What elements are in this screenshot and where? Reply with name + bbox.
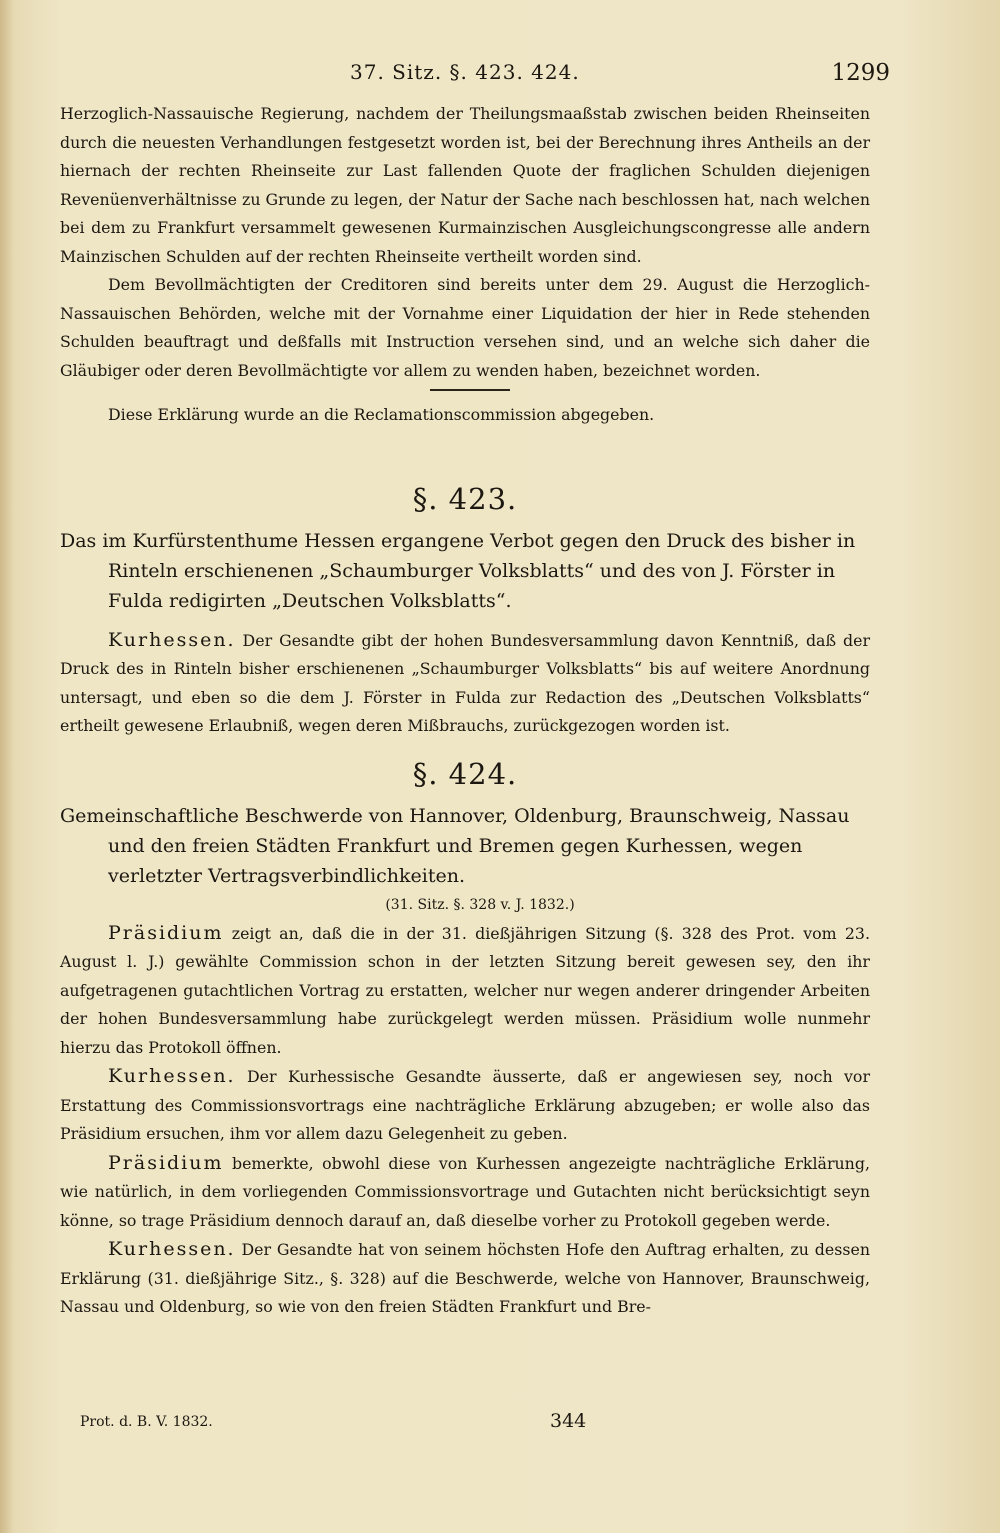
paragraph-continuation: Herzoglich-Nassauische Regierung, nachdem der Theilungsmaaßstab zwischen beiden Rheinseiten durch die neuesten Verhandlungen festgesetzt worden ist, bei der Berechnung ihres Antheils an der hiernach der rechten Rheinseite zur Last fallenden Quote der fraglichen Schulden diejenigen Revenüenverhältnisse zu Grunde zu legen, der Natur der Sache nach beschlossen hat, nach welchen bei dem zu Frankfurt versammelt gewesenen Kurmainzischen Ausgleichungscongresse alle andern Mainzischen Schulden auf der rechten Rheinseite vertheilt worden sind. (60, 104, 870, 266)
page-content (60, 100, 870, 1322)
sheet-number: 344 (550, 1410, 587, 1432)
footer-signature: Prot. d. B. V. 1832. (80, 1414, 213, 1430)
paragraph-424-kurhessen-2 (60, 1235, 870, 1322)
speaker-label: Präsidium (108, 921, 224, 944)
paragraph-text: Der Kurhessische Gesandte äusserte, daß er angewiesen sey, noch vor Erstattung des Commissionsvortrags eine nachträgliche Erklärung abzugeben; er wolle also das Präsidium ersuchen, ihm vor allem dazu Gelegenheit zu geben. (60, 1067, 870, 1143)
page-footer (80, 1410, 880, 1440)
section-title-423: Das im Kurfürstenthume Hessen ergangene Verbot gegen den Druck des bisher in Rinteln erschienenen „Schaumburger Volksblatts“ und des von J. Förster in Fulda redigirten „Deutschen Volksblatts“. (60, 529, 856, 612)
page-header (60, 60, 890, 94)
paragraph-424-praesidium-1 (60, 919, 870, 1063)
paragraph-423-kurhessen (60, 626, 870, 741)
paragraph-424-praesidium-2 (60, 1149, 870, 1236)
speaker-label: Präsidium (108, 1151, 224, 1174)
separator-rule (430, 389, 510, 391)
paragraph-text: Der Gesandte gibt der hohen Bundesversammlung davon Kenntniß, daß der Druck des in Rinteln bisher erschienenen „Schaumburger Volksblatts“ bis auf weitere Anordnung untersagt, und eben so die dem J. Förster in Fulda zur Redaction des „Deutschen Volksblatts“ ertheilt gewesene Erlaubniß, wegen deren Mißbrauchs, zurückgezogen worden ist. (60, 630, 870, 735)
paragraph-declaration: Diese Erklärung wurde an die Reclamationscommission abgegeben. (108, 405, 655, 424)
speaker-label: Kurhessen. (108, 1065, 236, 1087)
paragraph-text: zeigt an, daß die in der 31. dießjährigen Sitzung (§. 328 des Prot. vom 23. August l. J.) gewählte Commission schon in der letzten Sitzung bereit gewesen sey, den ihr aufgetragenen gutachtlichen Vortrag zu erstatten, welcher nur wegen anderer dringender Arbeiten der hohen Bundesversammlung habe zurückgelegt werden müssen. Präsidium wolle nunmehr hierzu das Protokoll öffnen. (60, 923, 870, 1057)
speaker-label: Kurhessen. (108, 1238, 236, 1260)
section-reference: (31. Sitz. §. 328 v. J. 1832.) (385, 896, 575, 913)
section-heading-423: §. 423. (412, 481, 518, 516)
paragraph-text: Der Gesandte hat von seinem höchsten Hofe den Auftrag erhalten, zu dessen Erklärung (31. dießjährige Sitz., §. 328) auf die Beschwerde, welche von Hannover, Braunschweig, Nassau und Oldenburg, so wie von den freien Städten Frankfurt und Bre- (60, 1240, 870, 1316)
page-number: 1299 (831, 60, 890, 86)
paragraph-text: bemerkte, obwohl diese von Kurhessen angezeigte nachträgliche Erklärung, wie natürlich, in dem vorliegenden Commissionsvortrage und Gutachten nicht berücksichtigt seyn könne, so trage Präsidium dennoch darauf an, daß dieselbe vorher zu Protokoll gegeben werde. (60, 1153, 870, 1230)
running-title: 37. Sitz. §. 423. 424. (350, 60, 580, 84)
section-title-424: Gemeinschaftliche Beschwerde von Hannover, Oldenburg, Braunschweig, Nassau und den freien Städten Frankfurt und Bremen gegen Kurhessen, wegen verletzter Vertragsverbindlichkeiten. (60, 804, 850, 887)
speaker-label: Kurhessen. (108, 628, 236, 651)
section-heading-424: §. 424. (412, 756, 518, 791)
paragraph-creditors: Dem Bevollmächtigten der Creditoren sind bereits unter dem 29. August die Herzoglich-Nassauischen Behörden, welche mit der Vornahme einer Liquidation der hier in Rede stehenden Schulden beauftragt und deßfalls mit Instruction versehen sind, und an welche sich daher die Gläubiger oder deren Bevollmächtigte vor allem zu wenden haben, bezeichnet worden. (60, 275, 870, 380)
paragraph-424-kurhessen-1 (60, 1062, 870, 1149)
